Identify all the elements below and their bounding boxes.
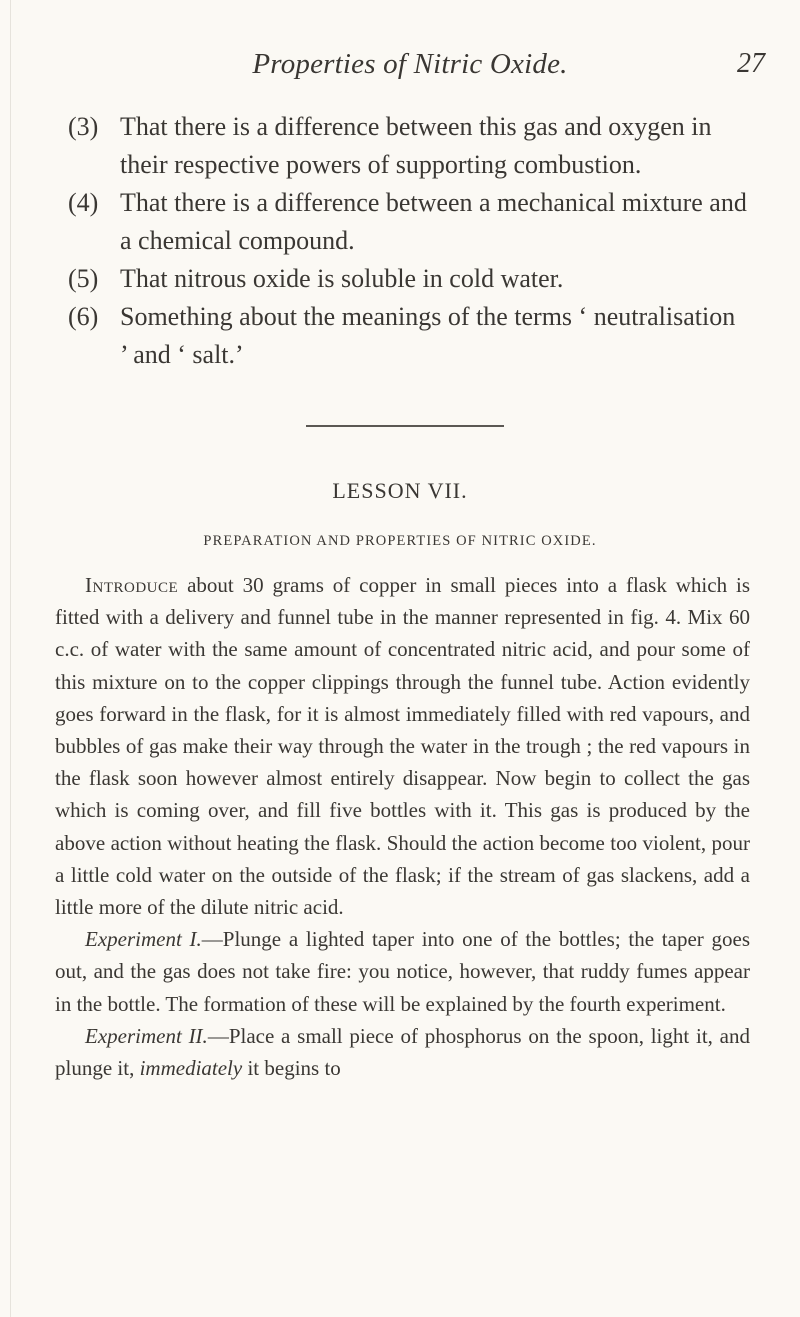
experiment-2-emphasis: immediately [139, 1056, 243, 1081]
list-item-text: That there is a difference between this gas and oxygen in their respective powers of supporting combustion. [120, 112, 712, 179]
list-item-text: Something about the meanings of the terms ‘ neutralisation ’ and ‘ salt.’ [120, 302, 736, 369]
list-item [68, 298, 748, 374]
list-item-number: (5) [68, 264, 99, 293]
page-number: 27 [737, 48, 765, 79]
list-item [68, 260, 748, 298]
lesson-subheading: PREPARATION AND PROPERTIES OF NITRIC OXIDE. [203, 533, 597, 549]
paragraph-intro [55, 569, 750, 923]
paragraph-experiment-2 [55, 1020, 750, 1084]
experiment-1-label: Experiment I. [85, 927, 202, 952]
list-item-text: That there is a difference between a mechanical mixture and a chemical compound. [120, 188, 747, 255]
list-item [68, 108, 748, 184]
section-divider [306, 425, 504, 427]
body-text [55, 569, 750, 1084]
page-edge-line [10, 0, 11, 1317]
list-item-number: (6) [68, 302, 99, 331]
paragraph-lead-word: Introduce [85, 573, 179, 597]
paragraph-intro-text: about 30 grams of copper in small pieces into a flask which is fitted with a delivery and funnel tube in the manner represented in fig. 4. Mix 60 c.c. of water with the same amount of concentrated nitric acid, and pour some of this mixture on to the copper clippings through the funnel tube. Action evidently goes forward in the flask, for it is almost immediately filled with red vapours, and bubbles of gas make their way through the water in the trough ; the red vapours in the flask soon however almost entirely disappear. Now begin to collect the gas which is coming over, and fill five bottles with it. This gas is produced by the above action without heating the flask. Should the action become too violent, pour a little cold water on the outside of the flask; if the stream of gas slackens, add a little more of the dilute nitric acid. [55, 573, 750, 920]
list-item-number: (3) [68, 112, 99, 141]
list-item-number: (4) [68, 188, 99, 217]
experiment-2-label: Experiment II. [85, 1023, 208, 1048]
lesson-heading: LESSON VII. [332, 478, 468, 503]
experiment-1-text: —Plunge a lighted taper into one of the bottles; the taper goes out, and the gas does not take fire: you notice, however, that ruddy fumes appear in the bottle. The formation of these will be explained by the fourth experiment. [55, 927, 750, 1016]
running-head-title: Properties of Nitric Oxide. [252, 48, 568, 80]
list-item-text: That nitrous oxide is soluble in cold water. [120, 264, 564, 293]
list-item [68, 184, 748, 260]
numbered-list [68, 108, 748, 374]
experiment-2-text-b: it begins to [242, 1056, 341, 1081]
running-head [55, 48, 765, 88]
paragraph-experiment-1 [55, 923, 750, 1020]
experiment-2-text-a: —Place a small piece of phosphorus on the spoon, light it, and plunge it, [55, 1023, 750, 1081]
